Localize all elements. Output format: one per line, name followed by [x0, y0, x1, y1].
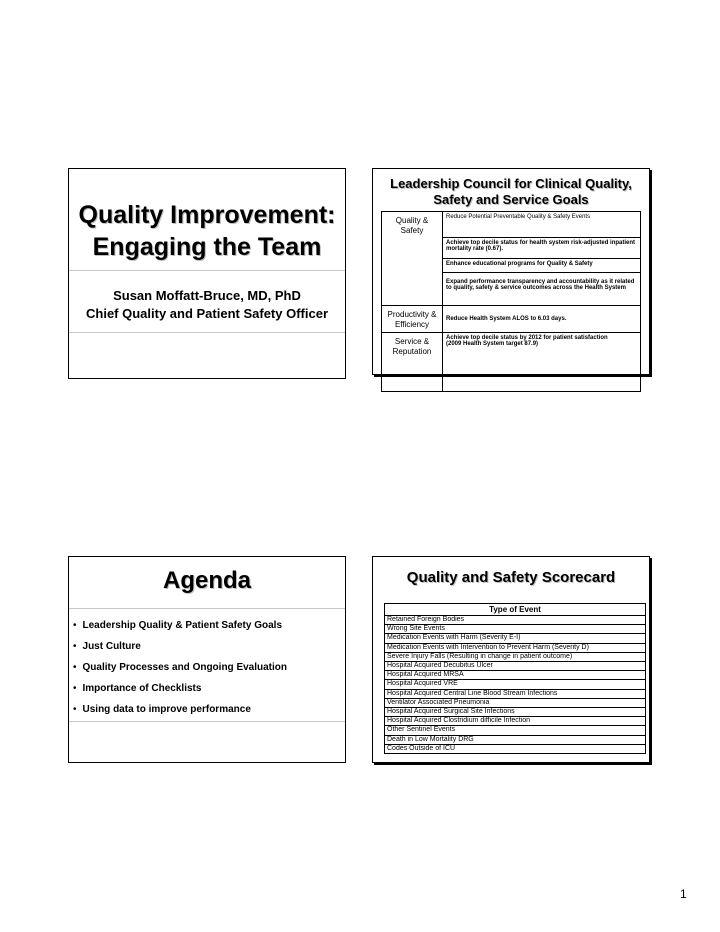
table-row	[385, 698, 646, 707]
author-block	[69, 287, 345, 323]
table-row	[385, 643, 646, 652]
author-title: Chief Quality and Patient Safety Officer	[86, 306, 328, 321]
table-row	[382, 333, 641, 392]
event-cell: Hospital Acquired Central Line Blood Stream Infections	[385, 689, 646, 698]
table-row	[385, 680, 646, 689]
category-quality: Quality & Safety	[382, 212, 443, 306]
divider	[69, 332, 345, 333]
table-row	[385, 744, 646, 753]
divider	[69, 721, 345, 722]
table-header-row	[385, 604, 646, 616]
event-cell: Ventilator Associated Pneumonia	[385, 698, 646, 707]
event-cell: Medication Events with Intervention to Prevent Harm (Severity D)	[385, 643, 646, 652]
event-cell: Medication Events with Harm (Severity E-I)	[385, 634, 646, 643]
table-row	[382, 306, 641, 333]
agenda-title: Agenda	[162, 567, 251, 594]
event-cell: Hospital Acquired Surgical Site Infections	[385, 708, 646, 717]
event-cell: Hospital Acquired MRSA	[385, 671, 646, 680]
table-row	[385, 616, 646, 625]
goal-cell: Achieve top decile status by 2012 for patient satisfaction (2009 Health System target 87.9)	[443, 333, 641, 392]
slide-goals	[372, 168, 650, 375]
event-cell: Codes Outside of ICU	[385, 744, 646, 753]
category-service: Service & Reputation	[382, 333, 443, 392]
goal-cell: Expand performance transparency and accountability as it related to quality, safety & service outcomes across the Health System	[443, 273, 641, 306]
event-cell: Severe Injury Falls (Resulting in change in patient outcome)	[385, 652, 646, 661]
slide-scorecard	[372, 556, 650, 763]
list-item: • Just Culture	[73, 636, 287, 657]
event-cell: Death in Low Mortality DRG	[385, 735, 646, 744]
goal-cell: Reduce Health System ALOS to 6.03 days.	[443, 306, 641, 333]
table-row	[385, 726, 646, 735]
list-item: • Importance of Checklists	[73, 678, 287, 699]
table-row	[385, 634, 646, 643]
table-row	[385, 708, 646, 717]
list-item: • Leadership Quality & Patient Safety Goals	[73, 615, 287, 636]
goals-title: Leadership Council for Clinical Quality, Safety and Service Goals	[390, 176, 632, 207]
event-cell: Retained Foreign Bodies	[385, 616, 646, 625]
event-cell: Other Sentinel Events	[385, 726, 646, 735]
author-name: Susan Moffatt-Bruce, MD, PhD	[113, 288, 301, 303]
list-item: • Quality Processes and Ongoing Evaluation	[73, 657, 287, 678]
table-row	[385, 671, 646, 680]
event-cell: Hospital Acquired Decubitus Ulcer	[385, 662, 646, 671]
event-cell: Hospital Acquired Clostridium difficile Infection	[385, 717, 646, 726]
table-row	[385, 662, 646, 671]
goals-table	[381, 211, 641, 392]
agenda-list	[73, 615, 287, 720]
table-row	[385, 652, 646, 661]
event-cell: Wrong Site Events	[385, 625, 646, 634]
goal-cell: Enhance educational programs for Quality & Safety	[443, 259, 641, 273]
category-productivity: Productivity & Efficiency	[382, 306, 443, 333]
table-row	[385, 689, 646, 698]
table-row	[385, 717, 646, 726]
table-row	[385, 735, 646, 744]
slide-title-heading: Quality Improvement: Engaging the Team	[78, 201, 336, 261]
goal-cell: Achieve top decile status for health system risk-adjusted inpatient mortality rate (0.67).	[443, 238, 641, 259]
slide-agenda	[68, 556, 346, 763]
table-row	[382, 212, 641, 238]
scorecard-title: Quality and Safety Scorecard	[406, 569, 616, 586]
list-item: • Using data to improve performance	[73, 699, 287, 720]
slide-title	[68, 168, 346, 379]
table-row	[385, 625, 646, 634]
column-header: Type of Event	[385, 604, 646, 616]
divider	[69, 608, 345, 609]
goal-cell: Reduce Potential Preventable Quality & Safety Events	[443, 212, 641, 238]
event-cell: Hospital Acquired VRE	[385, 680, 646, 689]
page-number: 1	[680, 887, 687, 901]
divider	[69, 270, 345, 271]
scorecard-table	[384, 603, 646, 754]
